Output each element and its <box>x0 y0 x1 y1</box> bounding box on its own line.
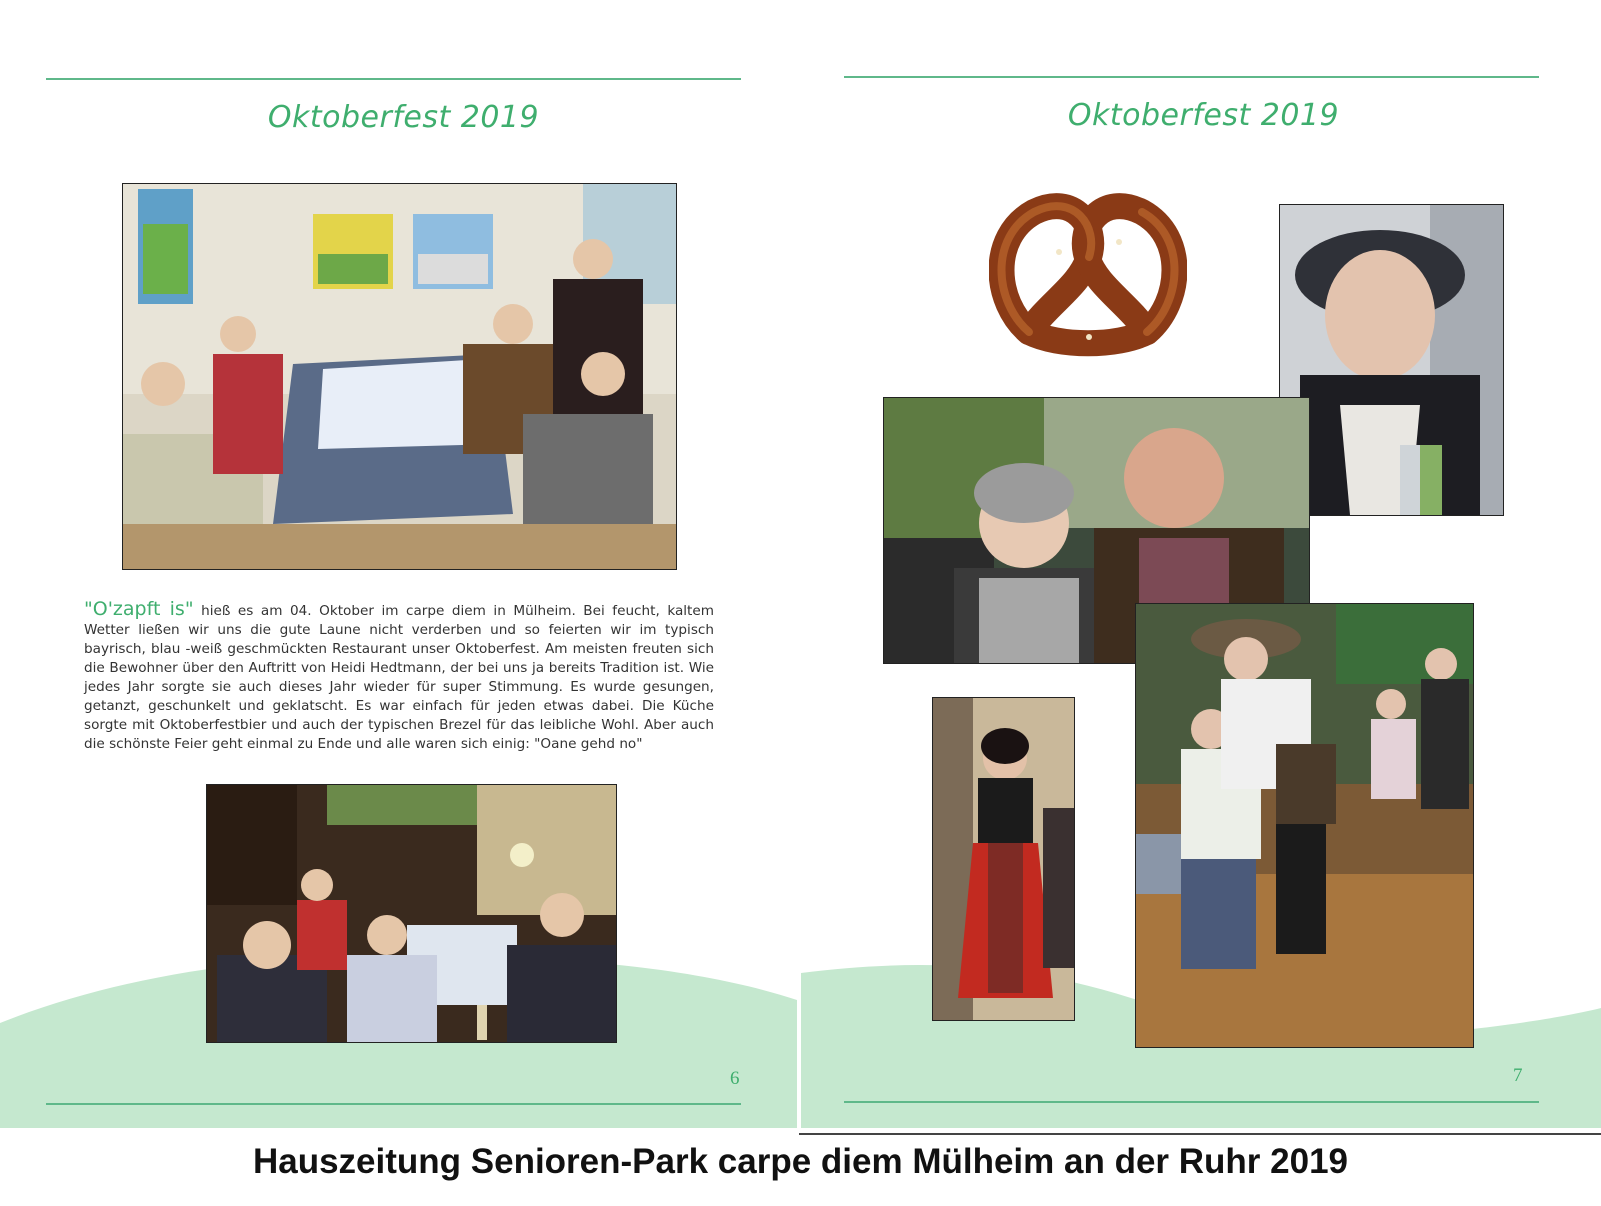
newsletter-page-right <box>801 0 1601 1128</box>
photo-singer-dirndl <box>932 697 1075 1021</box>
top-rule <box>46 78 741 80</box>
page-heading: Oktoberfest 2019 <box>267 100 540 135</box>
page-heading: Oktoberfest 2019 <box>1067 98 1340 133</box>
document-caption: Hauszeitung Senioren-Park carpe diem Mülheim an der Ruhr 2019 <box>252 1142 1349 1181</box>
photo-man-cowboy-hat <box>1135 603 1474 1048</box>
photo-party-singing <box>122 183 677 570</box>
bottom-rule <box>844 1101 1539 1103</box>
bottom-rule <box>46 1103 741 1105</box>
pretzel-illustration <box>989 182 1187 362</box>
article-text <box>84 600 714 754</box>
top-rule <box>844 76 1539 78</box>
page-number: 6 <box>730 1068 740 1089</box>
caption-divider <box>799 1133 1601 1135</box>
photo-residents-table <box>206 784 617 1043</box>
article-lead: "O'zapft is" <box>84 598 194 620</box>
photo-woman-hat <box>1279 204 1504 516</box>
page-number: 7 <box>1513 1065 1523 1086</box>
newsletter-page-left <box>0 0 797 1128</box>
article-body: hieß es am 04. Oktober im carpe diem in Mülheim. Bei feucht, kaltem Wetter ließen wir uns die gute Laune nicht verderben und so feierten wir im typisch bayrisch, blau -weiß geschmückten Restaurant unser Oktoberfest. Am meisten freuten sich die Bewohner über den Auftritt von Heidi Hedtmann, der bei uns ja bereits Tradition ist. Wie jedes Jahr sorgte sie auch dieses Jahr wieder für super Stimmung. Es wurde gesungen, getanzt, geschunkelt und geklatscht. Es war einfach für jeden etwas dabei. Die Küche sorgte mit Oktoberfestbier und auch der typischen Brezel für das leibliche Wohl. Aber auch die schönste Feier geht einmal zu Ende und alle waren sich einig: "Oane gehd no" <box>84 603 714 752</box>
